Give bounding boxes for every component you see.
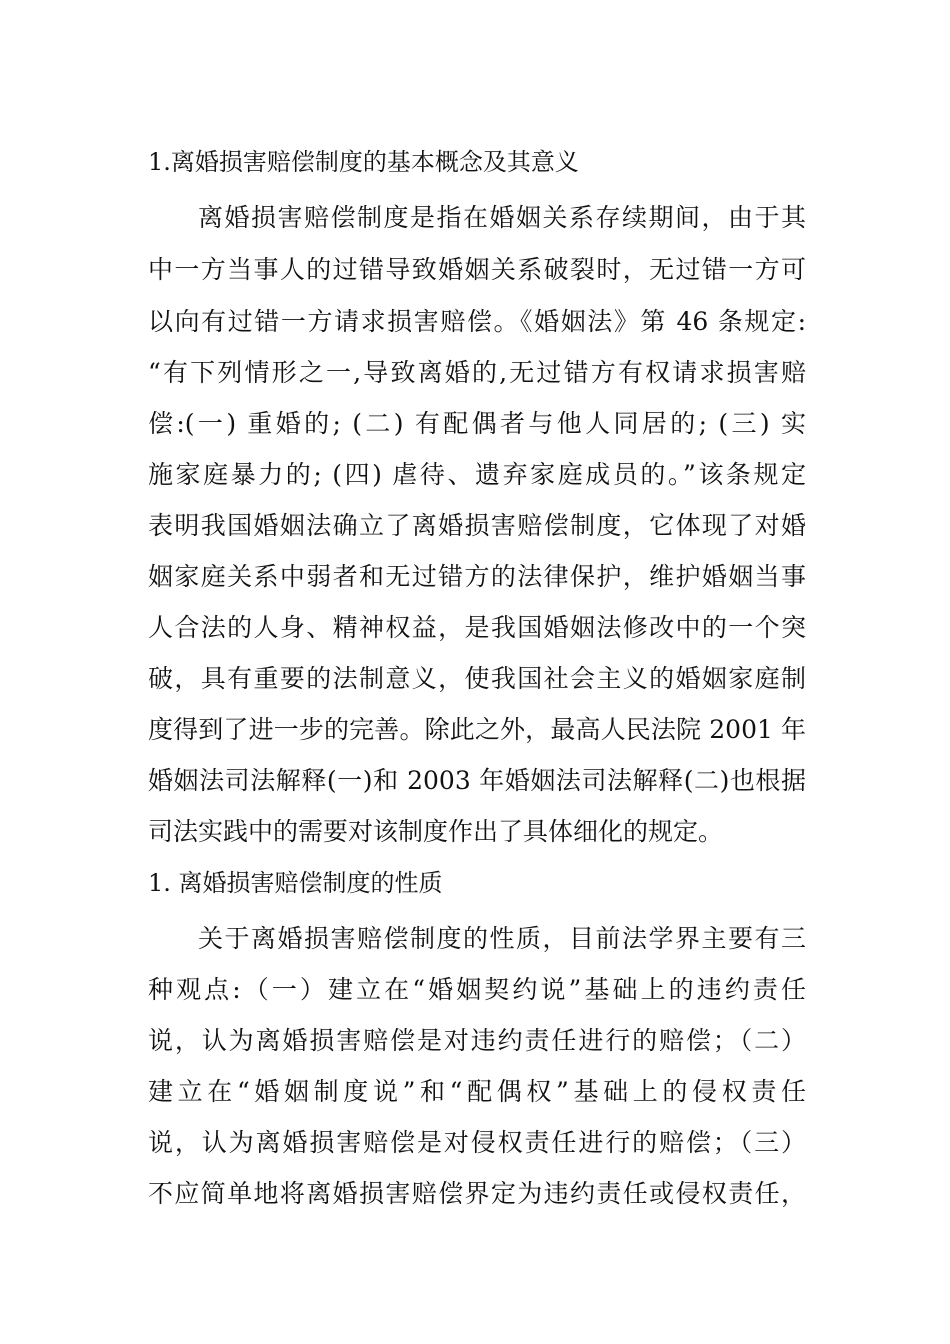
paragraph-line: 表明我国婚姻法确立了离婚损害赔偿制度，它体现了对婚 <box>148 511 806 540</box>
paragraph-line: 施家庭暴力的; (四) 虐待、遗弃家庭成员的。”该条规定 <box>148 460 806 489</box>
paragraph-line: 中一方当事人的过错导致婚姻关系破裂时，无过错一方可 <box>148 255 806 284</box>
paragraph-line: 偿:(一) 重婚的; (二) 有配偶者与他人同居的; (三) 实 <box>148 409 806 438</box>
paragraph-line: 说，认为离婚损害赔偿是对违约责任进行的赔偿；（二） <box>148 1026 806 1055</box>
paragraph-line: 人合法的人身、精神权益，是我国婚姻法修改中的一个突 <box>148 613 806 642</box>
paragraph-line: 种观点:（一）建立在“婚姻契约说”基础上的违约责任 <box>148 975 806 1004</box>
paragraph-line: “有下列情形之一,导致离婚的,无过错方有权请求损害赔 <box>148 358 806 387</box>
paragraph-line: 不应简单地将离婚损害赔偿界定为违约责任或侵权责任， <box>148 1179 806 1208</box>
paragraph-line: 婚姻法司法解释(一)和 2003 年婚姻法司法解释(二)也根据 <box>148 766 806 795</box>
paragraph-line: 建立在“婚姻制度说”和“配偶权”基础上的侵权责任 <box>148 1077 806 1106</box>
paragraph-line: 姻家庭关系中弱者和无过错方的法律保护，维护婚姻当事 <box>148 562 806 591</box>
paragraph-line: 以向有过错一方请求损害赔偿。《婚姻法》第 46 条规定: <box>148 307 806 336</box>
section-heading-1: 1.离婚损害赔偿制度的基本概念及其意义 <box>148 148 579 176</box>
paragraph-line: 离婚损害赔偿制度是指在婚姻关系存续期间，由于其 <box>198 203 806 232</box>
paragraph-line: 度得到了进一步的完善。除此之外，最高人民法院 2001 年 <box>148 715 806 744</box>
section-heading-2: 1. 离婚损害赔偿制度的性质 <box>148 869 443 897</box>
paragraph-line: 司法实践中的需要对该制度作出了具体细化的规定。 <box>148 817 724 846</box>
paragraph-line: 关于离婚损害赔偿制度的性质，目前法学界主要有三 <box>198 924 806 953</box>
paragraph-line: 破，具有重要的法制意义，使我国社会主义的婚姻家庭制 <box>148 664 806 693</box>
paragraph-line: 说，认为离婚损害赔偿是对侵权责任进行的赔偿；（三） <box>148 1128 806 1157</box>
